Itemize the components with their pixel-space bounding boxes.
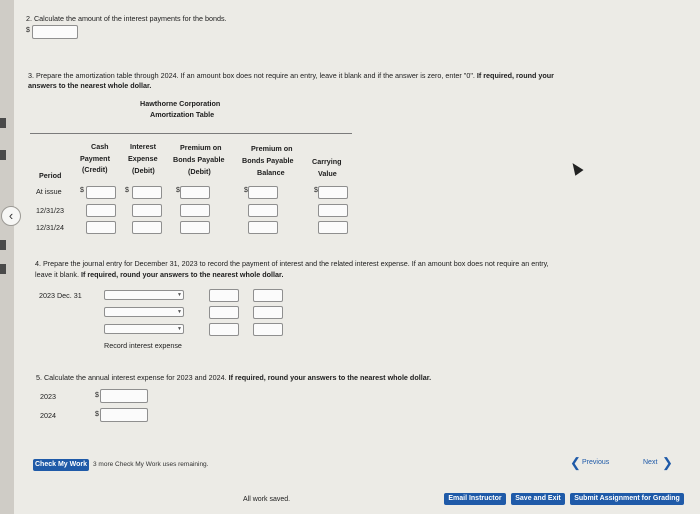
company-name: Hawthorne Corporation <box>140 99 221 108</box>
q4-prompt: 4. Prepare the journal entry for December 31, 2023 to record the payment of interest and the related interest expense. If an amount box does not require an entry, <box>35 259 549 268</box>
table-divider <box>30 133 352 134</box>
gutter-mark <box>0 264 6 274</box>
premium-input-2024[interactable] <box>180 221 210 234</box>
header-cash-2: Payment <box>80 154 110 163</box>
journal-date: 2023 Dec. 31 <box>39 291 82 300</box>
header-carrying-2: Value <box>318 169 337 178</box>
chevron-down-icon: ▼ <box>177 309 182 315</box>
chevron-down-icon: ▼ <box>177 326 182 332</box>
debit-input-3[interactable] <box>209 323 239 336</box>
q3-prompt-bold: If required, round your <box>476 71 554 80</box>
year-label-2024: 2024 <box>40 411 56 420</box>
q5-prompt-bold: If required, round your answers to the nearest whole dollar. <box>228 373 432 382</box>
balance-input-2024[interactable] <box>248 221 278 234</box>
header-cash-1: Cash <box>91 142 109 151</box>
collapse-arrow-button[interactable] <box>1 206 21 226</box>
header-cash-3: (Credit) <box>82 165 108 174</box>
balance-input-2023[interactable] <box>248 204 278 217</box>
currency-symbol: $ <box>244 187 248 194</box>
gutter-mark <box>0 150 6 160</box>
currency-symbol: $ <box>95 392 99 399</box>
chevron-left-icon: ❮ <box>570 455 581 470</box>
header-period: Period <box>39 171 62 180</box>
chevron-down-icon: ▼ <box>177 292 182 298</box>
check-my-work-button[interactable]: Check My Work <box>33 459 89 471</box>
next-link[interactable]: Next <box>643 459 658 466</box>
q3-prompt-text: 3. Prepare the amortization table through 2024. If an amount box does not require an entry, leave it blank and if the answer is zero, enter "0". <box>28 71 477 80</box>
account-select-1[interactable] <box>104 290 184 300</box>
left-gutter <box>0 0 14 514</box>
interest-input-2023[interactable] <box>132 204 162 217</box>
header-carrying-1: Carrying <box>312 157 342 166</box>
q2-prompt: 2. Calculate the amount of the interest payments for the bonds. <box>26 14 227 23</box>
account-select-3[interactable] <box>104 324 184 334</box>
save-status: All work saved. <box>243 496 291 503</box>
credit-input-1[interactable] <box>253 289 283 302</box>
header-premium-1: Premium on <box>180 143 222 152</box>
row-label-2024: 12/31/24 <box>36 223 64 232</box>
carrying-input-at-issue[interactable] <box>318 186 348 199</box>
previous-link[interactable]: Previous <box>582 459 610 466</box>
header-interest-2: Expense <box>128 154 158 163</box>
gutter-mark <box>0 118 6 128</box>
q4-prompt-2 <box>35 270 283 279</box>
q4-prompt-text: leave it blank. <box>35 270 81 279</box>
header-balance-1: Premium on <box>251 144 293 153</box>
q3-prompt <box>28 71 554 80</box>
cash-input-2023[interactable] <box>86 204 116 217</box>
gutter-mark <box>0 240 6 250</box>
currency-symbol: $ <box>176 187 180 194</box>
save-and-exit-button[interactable]: Save and Exit <box>511 493 565 505</box>
email-instructor-button[interactable]: Email Instructor <box>444 493 506 505</box>
credit-input-3[interactable] <box>253 323 283 336</box>
currency-symbol: $ <box>314 187 318 194</box>
row-label-2023: 12/31/23 <box>36 206 64 215</box>
credit-input-2[interactable] <box>253 306 283 319</box>
submit-assignment-button[interactable]: Submit Assignment for Grading <box>570 493 684 505</box>
debit-input-2[interactable] <box>209 306 239 319</box>
carrying-input-2023[interactable] <box>318 204 348 217</box>
balance-input-at-issue[interactable] <box>248 186 278 199</box>
carrying-input-2024[interactable] <box>318 221 348 234</box>
q4-prompt-bold: If required, round your answers to the nearest whole dollar. <box>80 270 284 279</box>
currency-symbol: $ <box>95 411 99 418</box>
q5-prompt-text: 5. Calculate the annual interest expense for 2023 and 2024. <box>36 373 229 382</box>
interest-payment-input[interactable] <box>32 25 78 39</box>
currency-symbol: $ <box>125 187 129 194</box>
header-balance-2: Bonds Payable <box>242 156 294 165</box>
account-select-2[interactable] <box>104 307 184 317</box>
currency-symbol: $ <box>26 27 30 34</box>
header-interest-3: (Debit) <box>132 166 155 175</box>
header-interest-1: Interest <box>130 142 156 151</box>
interest-input-at-issue[interactable] <box>132 186 162 199</box>
table-title: Amortization Table <box>150 110 215 119</box>
interest-expense-2024-input[interactable] <box>100 408 148 422</box>
remaining-checks: 3 more Check My Work uses remaining. <box>93 461 209 468</box>
cash-input-at-issue[interactable] <box>86 186 116 199</box>
year-label-2023: 2023 <box>40 392 56 401</box>
premium-input-2023[interactable] <box>180 204 210 217</box>
chevron-right-icon: ❯ <box>662 455 673 470</box>
journal-memo: Record interest expense <box>104 341 182 350</box>
cash-input-2024[interactable] <box>86 221 116 234</box>
premium-input-at-issue[interactable] <box>180 186 210 199</box>
header-balance-3: Balance <box>257 168 285 177</box>
interest-expense-2023-input[interactable] <box>100 389 148 403</box>
currency-symbol: $ <box>80 187 84 194</box>
chevron-left-icon: ‹ <box>8 208 14 223</box>
interest-input-2024[interactable] <box>132 221 162 234</box>
q3-prompt-bold-2: answers to the nearest whole dollar. <box>28 81 152 90</box>
q5-prompt <box>36 373 431 382</box>
header-premium-3: (Debit) <box>188 167 211 176</box>
header-premium-2: Bonds Payable <box>173 155 225 164</box>
row-label-at-issue: At issue <box>36 187 62 196</box>
debit-input-1[interactable] <box>209 289 239 302</box>
